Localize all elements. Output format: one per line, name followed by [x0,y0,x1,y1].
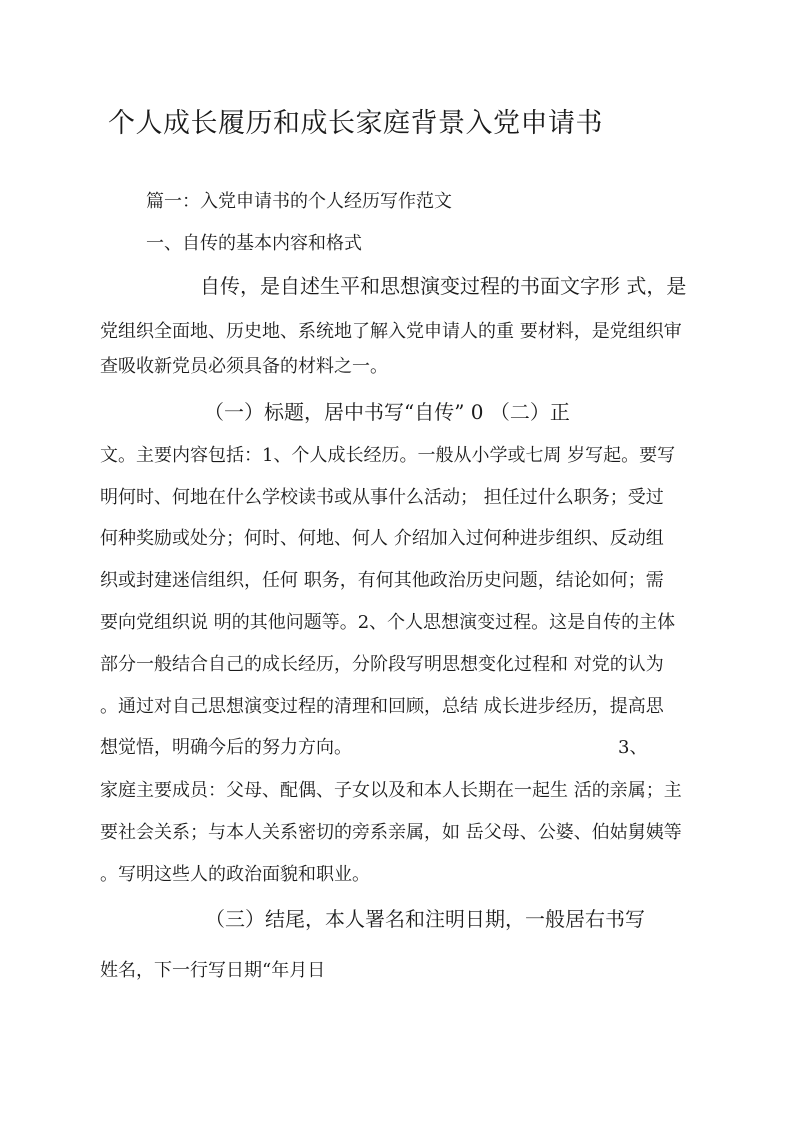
family-line: 要社会关系；与本人关系密切的旁系亲属，如 岳父母、公婆、伯姑舅姨等 [100,822,682,843]
body-line: 部分一般结合自己的成长经历，分阶段写明思想变化过程和 对党的认为 [100,654,664,675]
item-one-line: （一）标题，居中书写“自传” 0 （二）正 [204,400,570,424]
section-heading: 篇一：入党申请书的个人经历写作范文 [146,191,452,212]
subheading: 一、自传的基本内容和格式 [146,233,362,254]
ending-line: （三）结尾，本人署名和注明日期，一般居右书写 [205,907,645,931]
family-line: 家庭主要成员：父母、配偶、子女以及和本人长期在一起生 活的亲属；主 [100,780,682,801]
body-line: 何种奖励或处分；何时、何地、何人 介绍加入过何种进步组织、反动组 [100,528,664,549]
intro-line: 查吸收新党员必须具备的材料之一。 [100,356,388,377]
item-three-number: 3、 [618,737,648,758]
body-line: 想觉悟，明确今后的努力方向。 [100,737,352,758]
body-line: 。通过对自己思想演变过程的清理和回顾，总结 成长进步经历，提高思 [100,696,664,717]
intro-line: 自传，是自述生平和思想演变过程的书面文字形 式，是 [200,274,687,298]
body-line: 织或封建迷信组织，任何 职务，有何其他政治历史问题，结论如何；需 [100,570,664,591]
body-line: 明何时、何地在什么学校读书或从事什么活动； 担任过什么职务；受过 [100,487,664,508]
family-line: 。写明这些人的政治面貌和职业。 [100,864,370,885]
last-line: 姓名，下一行写日期“年月日 [100,960,326,981]
intro-line: 党组织全面地、历史地、系统地了解入党申请人的重 要材料，是党组织审 [100,321,682,342]
body-line: 要向党组织说 明的其他问题等。2、个人思想演变过程。这是自传的主体 [100,612,676,633]
document-title: 个人成长履历和成长家庭背景入党申请书 [108,108,603,139]
body-line: 文。主要内容包括：1、个人成长经历。一般从小学或七周 岁写起。要写 [100,445,676,466]
